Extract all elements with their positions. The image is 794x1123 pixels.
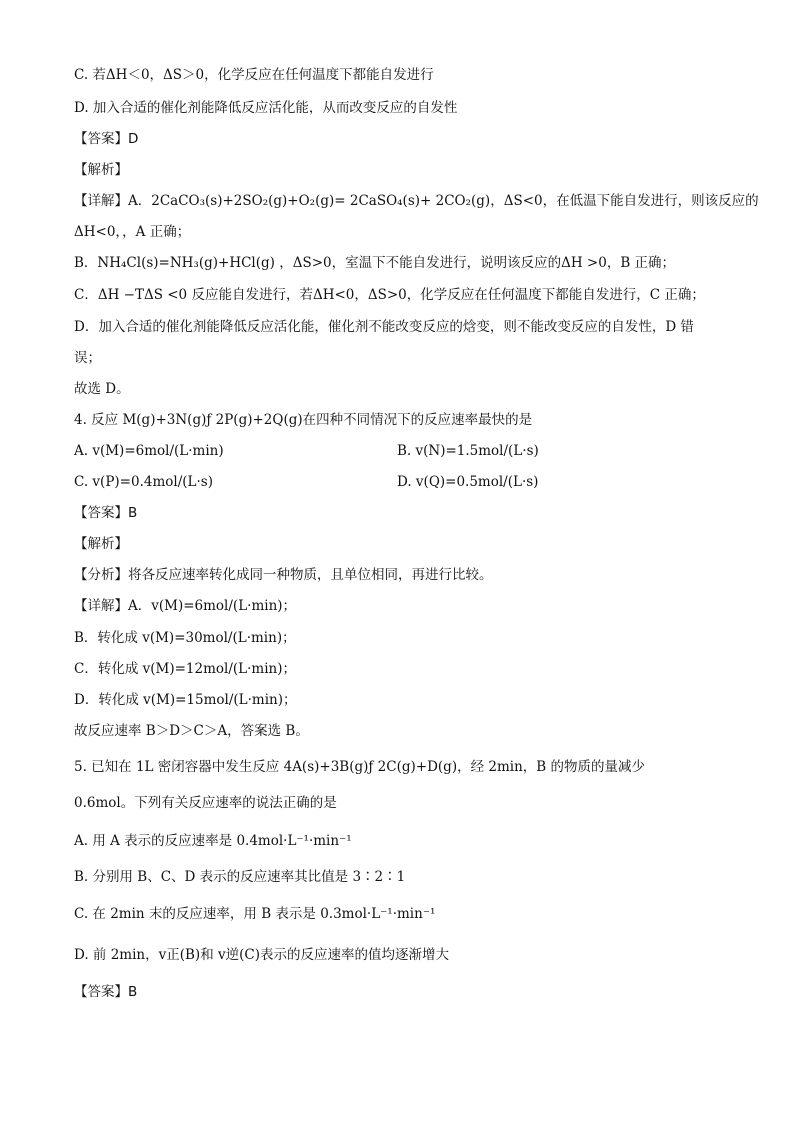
detail-d-q4: D．转化成 v(M)=15mol/(L·min)； [74, 692, 297, 708]
detail-d-q3: D．加入合适的催化剂能降低反应活化能，催化剂不能改变反应的焓变，则不能改变反应的自发性，D 错 [74, 319, 694, 335]
option-d-q4: D. v(Q)=0.5mol/(L·s) [397, 474, 539, 490]
detail-a-q3-cont: ΔH<0，，A 正确； [74, 224, 191, 240]
detail-b-q4: B．转化成 v(M)=30mol/(L·min)； [74, 630, 296, 646]
detail-c-q4: C．转化成 v(M)=12mol/(L·min)； [74, 661, 296, 677]
detail-a-q4: 【详解】A．v(M)=6mol/(L·min)； [74, 598, 297, 614]
detail-d-q3-cont: 误； [74, 350, 101, 366]
answer-q4: 【答案】B [74, 505, 138, 521]
option-a-q5: A. 用 A 表示的反应速率是 0.4mol·L⁻¹·min⁻¹ [74, 833, 352, 849]
detail-b-q3: B．NH₄Cl(s)=NH₃(g)+HCl(g) ，ΔS>0，室温下不能自发进行，说明该反应的ΔH >0，B 正确； [74, 255, 676, 271]
conclusion-q4: 故反应速率 B＞D＞C＞A，答案选 B。 [74, 723, 309, 739]
analysis-q4: 【分析】将各反应速率转化成同一种物质，且单位相同，再进行比较。 [74, 567, 493, 583]
analysis-heading-q4: 【解析】 [74, 536, 128, 552]
option-b-q5: B. 分别用 B、C、D 表示的反应速率其比值是 3∶2∶1 [74, 869, 406, 885]
option-a-q4: A. v(M)=6mol/(L·min) [74, 443, 224, 459]
question-4: 4. 反应 M(g)+3N(g)ƒ 2P(g)+2Q(g)在四种不同情况下的反应速率最快的是 [74, 412, 533, 428]
answer-q5: 【答案】B [74, 984, 138, 1000]
option-c-q4: C. v(P)=0.4mol/(L·s) [74, 474, 213, 490]
option-d-q3: D. 加入合适的催化剂能降低反应活化能，从而改变反应的自发性 [74, 100, 458, 116]
answer-q3: 【答案】D [74, 131, 139, 147]
question-5-cont: 0.6mol。下列有关反应速率的说法正确的是 [74, 795, 337, 811]
option-b-q4: B. v(N)=1.5mol/(L·s) [397, 443, 539, 459]
conclusion-q3: 故选 D。 [74, 381, 130, 397]
analysis-heading-q3: 【解析】 [74, 162, 128, 178]
option-c-q5: C. 在 2min 末的反应速率，用 B 表示是 0.3mol·L⁻¹·min⁻¹ [74, 906, 436, 922]
option-c-q3: C. 若ΔH＜0，ΔS＞0，化学反应在任何温度下都能自发进行 [74, 67, 434, 83]
detail-c-q3: C．ΔH −TΔS <0 反应能自发进行，若ΔH<0，ΔS>0，化学反应在任何温度下都能自发进行，C 正确； [74, 287, 705, 303]
option-d-q5: D. 前 2min，v正(B)和 v逆(C)表示的反应速率的值均逐渐增大 [74, 947, 449, 963]
question-5: 5. 已知在 1L 密闭容器中发生反应 4A(s)+3B(g)ƒ 2C(g)+D(g)，经 2min，B 的物质的量减少 [74, 759, 645, 775]
detail-a-q3: 【详解】A．2CaCO₃(s)+2SO₂(g)+O₂(g)= 2CaSO₄(s)+ 2CO₂(g)，ΔS<0，在低温下能自发进行，则该反应的 [74, 193, 759, 209]
